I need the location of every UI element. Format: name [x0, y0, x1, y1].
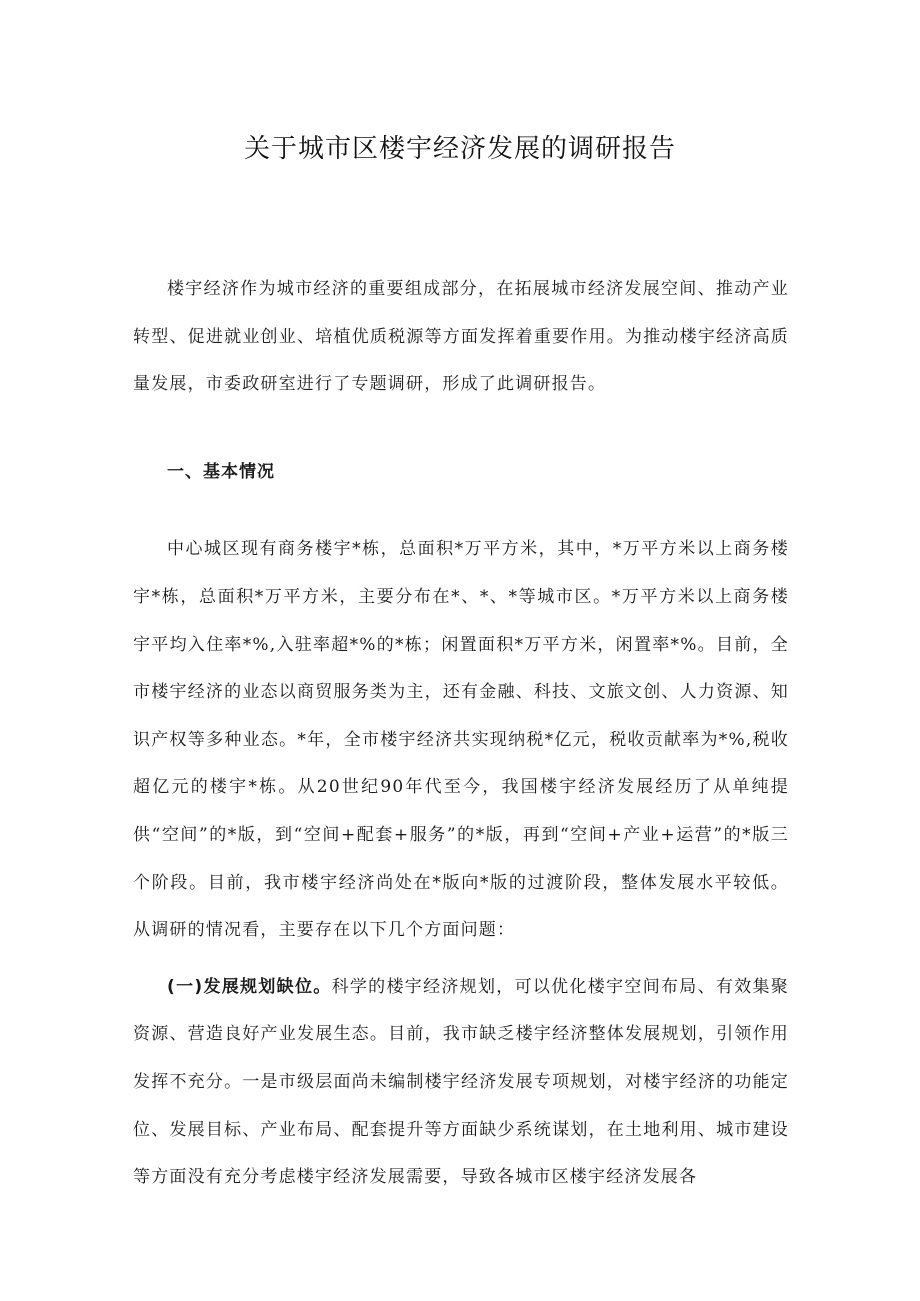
- spacer: [133, 496, 789, 526]
- document-body: [133, 266, 789, 1202]
- item-1-lead: (一)发展规划缺位。: [167, 976, 332, 997]
- item-1-paragraph: [133, 964, 789, 1202]
- intro-paragraph: 楼宇经济作为城市经济的重要组成部分，在拓展城市经济发展空间、推动产业转型、促进就业创业、培植优质税源等方面发挥着重要作用。为推动楼宇经济高质量发展，市委政研室进行了专题调研，形成了此调研报告。: [133, 279, 789, 395]
- spacer: [133, 409, 789, 449]
- section-heading-basic: 一、基本情况: [167, 461, 275, 482]
- basic-situation-paragraph: 中心城区现有商务楼宇*栋，总面积*万平方米，其中，*万平方米以上商务楼宇*栋，总面积*万平方米，主要分布在*、*、*等城市区。*万平方米以上商务楼宇平均入住率*%,入驻率超*%的*栋；闲置面积*万平方米，闲置率*%。目前，全市楼宇经济的业态以商贸服务类为主，还有金融、科技、文旅文创、人力资源、知识产权等多种业态。*年，全市楼宇经济共实现纳税*亿元，税收贡献率为*%,税收超亿元的楼宇*栋。从20世纪90年代至今，我国楼宇经济发展经历了从单纯提供“空间”的*版，到“空间+配套+服务”的*版，再到“空间+产业+运营”的*版三个阶段。目前，我市楼宇经济尚处在*版向*版的过渡阶段，整体发展水平较低。从调研的情况看，主要存在以下几个方面问题：: [133, 539, 789, 941]
- document-title: 关于城市区楼宇经济发展的调研报告: [243, 134, 676, 164]
- spacer: [133, 955, 789, 964]
- item-1-text: 科学的楼宇经济规划，可以优化楼宇空间布局、有效集聚资源、营造良好产业发展生态。目前，我市缺乏楼宇经济整体发展规划，引领作用发挥不充分。一是市级层面尚未编制楼宇经济发展专项规划，对楼宇经济的功能定位、发展目标、产业布局、配套提升等方面缺少系统谋划，在土地利用、城市建设等方面没有充分考虑楼宇经济发展需要，导致各城市区楼宇经济发展各: [133, 976, 789, 1188]
